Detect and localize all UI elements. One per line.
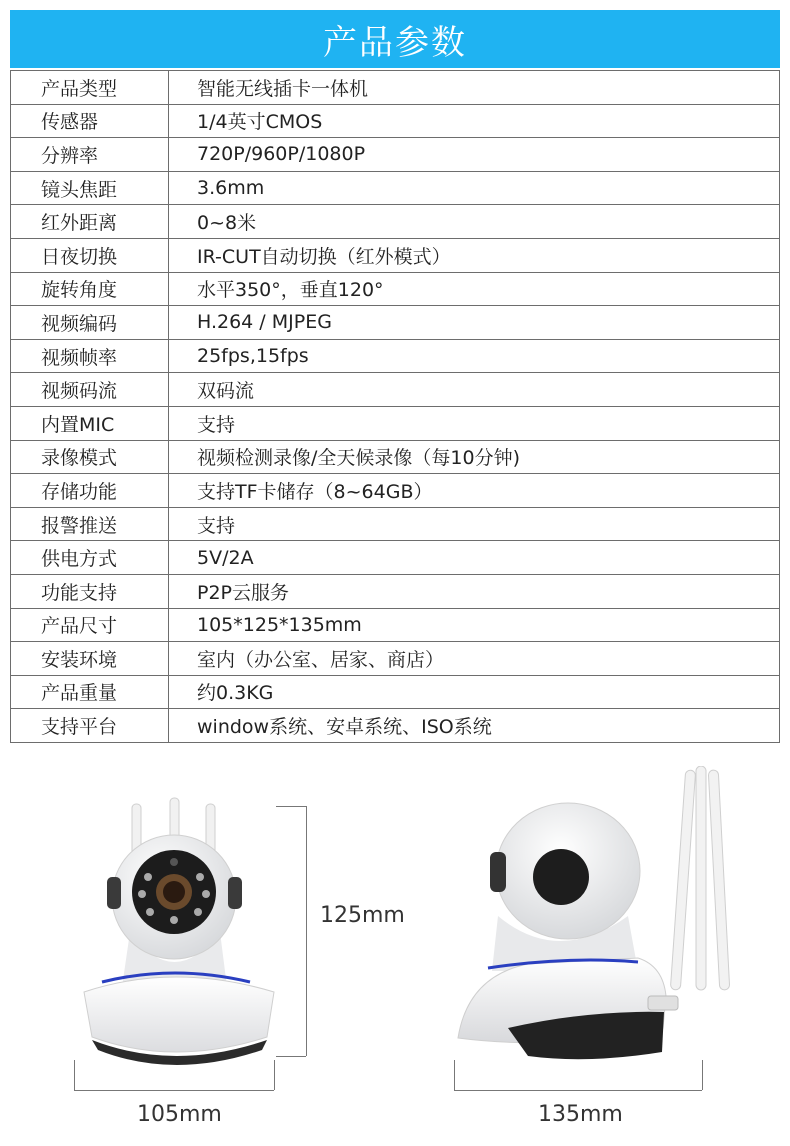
spec-key: 旋转角度	[11, 272, 169, 306]
table-row	[11, 608, 780, 642]
spec-value: 25fps,15fps	[169, 339, 780, 373]
spec-value: window系统、安卓系统、ISO系统	[169, 709, 780, 743]
table-row	[11, 138, 780, 172]
table-row	[11, 104, 780, 138]
spec-key: 分辨率	[11, 138, 169, 172]
table-row	[11, 272, 780, 306]
spec-value: 5V/2A	[169, 541, 780, 575]
dimension-line	[276, 806, 306, 807]
spec-value: 智能无线插卡一体机	[169, 71, 780, 105]
section-title-banner	[10, 10, 780, 68]
spec-key: 红外距离	[11, 205, 169, 239]
spec-value: 支持	[169, 406, 780, 440]
spec-key: 供电方式	[11, 541, 169, 575]
width-dimension-label: 105mm	[137, 1102, 222, 1127]
spec-value: 720P/960P/1080P	[169, 138, 780, 172]
spec-value: 1/4英寸CMOS	[169, 104, 780, 138]
spec-value: 约0.3KG	[169, 675, 780, 709]
table-row	[11, 541, 780, 575]
table-row	[11, 406, 780, 440]
spec-value: 支持	[169, 507, 780, 541]
spec-key: 产品尺寸	[11, 608, 169, 642]
spec-value: 视频检测录像/全天候录像（每10分钟)	[169, 440, 780, 474]
table-row	[11, 373, 780, 407]
dimension-line	[74, 1090, 274, 1091]
dimension-line	[74, 1060, 75, 1090]
dimension-line	[702, 1060, 703, 1090]
dimension-line	[306, 806, 307, 1056]
spec-key: 产品重量	[11, 675, 169, 709]
camera-side-view	[448, 766, 738, 1076]
table-row	[11, 238, 780, 272]
spec-key: 日夜切换	[11, 238, 169, 272]
spec-key: 录像模式	[11, 440, 169, 474]
table-row	[11, 171, 780, 205]
spec-key: 报警推送	[11, 507, 169, 541]
spec-table	[10, 70, 780, 743]
spec-value: H.264 / MJPEG	[169, 306, 780, 340]
table-row	[11, 642, 780, 676]
spec-key: 视频帧率	[11, 339, 169, 373]
spec-key: 内置MIC	[11, 406, 169, 440]
spec-value: 3.6mm	[169, 171, 780, 205]
spec-key: 视频编码	[11, 306, 169, 340]
dimension-line	[274, 1060, 275, 1090]
table-row	[11, 474, 780, 508]
section-title: 产品参数	[323, 22, 467, 63]
spec-key: 存储功能	[11, 474, 169, 508]
table-row	[11, 205, 780, 239]
spec-key: 视频码流	[11, 373, 169, 407]
table-row	[11, 306, 780, 340]
spec-value: 室内（办公室、居家、商店）	[169, 642, 780, 676]
table-row	[11, 507, 780, 541]
depth-dimension-label: 135mm	[538, 1102, 623, 1127]
dimension-line	[454, 1060, 455, 1090]
spec-value: 水平350°，垂直120°	[169, 272, 780, 306]
spec-value: 双码流	[169, 373, 780, 407]
spec-value: 105*125*135mm	[169, 608, 780, 642]
table-row	[11, 339, 780, 373]
spec-key: 安装环境	[11, 642, 169, 676]
spec-key: 镜头焦距	[11, 171, 169, 205]
spec-key: 功能支持	[11, 574, 169, 608]
table-row	[11, 440, 780, 474]
table-row	[11, 709, 780, 743]
dimension-line	[454, 1090, 702, 1091]
spec-key: 产品类型	[11, 71, 169, 105]
table-row	[11, 675, 780, 709]
camera-front-view	[62, 782, 292, 1082]
spec-value: 0~8米	[169, 205, 780, 239]
spec-key: 支持平台	[11, 709, 169, 743]
table-row	[11, 574, 780, 608]
spec-value: P2P云服务	[169, 574, 780, 608]
dimension-line	[276, 1056, 306, 1057]
spec-value: 支持TF卡储存（8~64GB）	[169, 474, 780, 508]
height-dimension-label: 125mm	[320, 903, 405, 928]
spec-value: IR-CUT自动切换（红外模式）	[169, 238, 780, 272]
table-row	[11, 71, 780, 105]
spec-key: 传感器	[11, 104, 169, 138]
